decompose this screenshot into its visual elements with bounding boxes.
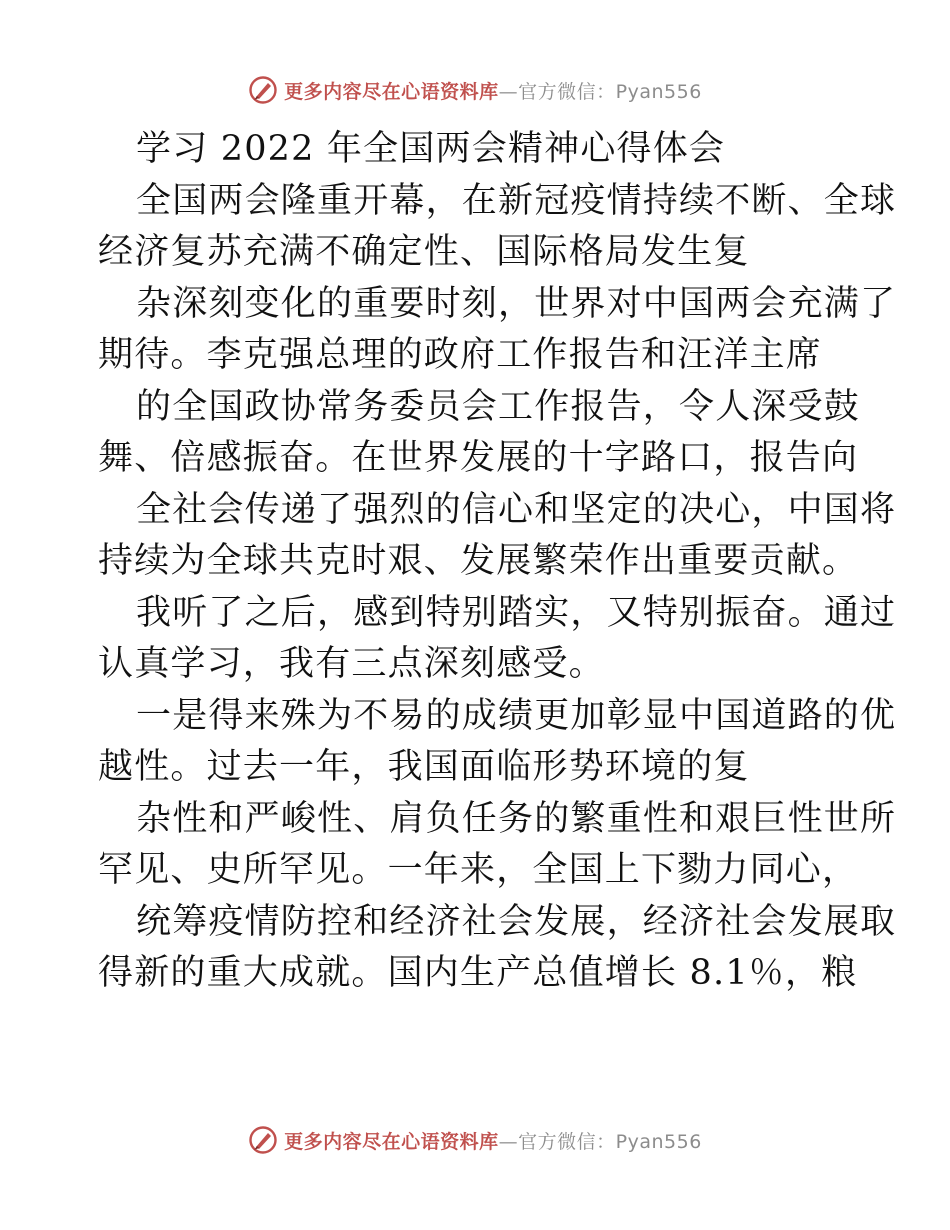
header-watermark-separator: —	[498, 80, 519, 103]
paragraph-line: 认真学习，我有三点深刻感受。	[98, 644, 605, 684]
paragraph-line: 全社会传递了强烈的信心和坚定的决心，中国将	[136, 489, 897, 530]
header-watermark-secondary: 官方微信：Pyan556	[518, 80, 702, 103]
footer-watermark-separator: —	[498, 1130, 519, 1153]
document-body	[98, 124, 898, 1000]
quill-pen-logo-icon	[248, 1125, 278, 1155]
paragraph-line: 舞、倍感振奋。在世界发展的十字路口，报告向	[98, 438, 859, 478]
paragraph-line: 全国两会隆重开幕，在新冠疫情持续不断、全球	[136, 180, 897, 221]
header-watermark-primary: 更多内容尽在心语资料库	[284, 80, 499, 103]
paragraph-line: 我听了之后，感到特别踏实，又特别振奋。通过	[136, 592, 897, 633]
header-watermark-text	[284, 77, 702, 104]
footer-watermark-banner	[0, 1120, 950, 1160]
paragraph-line: 期待。李克强总理的政府工作报告和汪洋主席	[98, 335, 823, 375]
footer-watermark-secondary: 官方微信：Pyan556	[518, 1130, 702, 1153]
paragraph-line: 的全国政协常务委员会工作报告，令人深受鼓	[136, 386, 861, 427]
quill-pen-logo-icon	[248, 75, 278, 105]
document-title-line: 学习 2022 年全国两会精神心得体会	[136, 129, 726, 169]
paragraph-line: 一是得来殊为不易的成绩更加彰显中国道路的优	[136, 695, 897, 736]
paragraph-line: 得新的重大成就。国内生产总值增长 8.1％，粮	[98, 953, 858, 993]
paragraph-line: 越性。过去一年，我国面临形势环境的复	[98, 747, 750, 787]
header-watermark-banner	[0, 70, 950, 110]
footer-watermark-primary: 更多内容尽在心语资料库	[284, 1130, 499, 1153]
paragraph-line: 经济复苏充满不确定性、国际格局发生复	[98, 232, 750, 272]
paragraph-line: 杂性和严峻性、肩负任务的繁重性和艰巨性世所	[136, 798, 897, 839]
paragraph-line: 罕见、史所罕见。一年来，全国上下勠力同心，	[98, 850, 859, 890]
paragraph-line: 统筹疫情防控和经济社会发展，经济社会发展取	[136, 901, 897, 942]
paragraph-line: 杂深刻变化的重要时刻，世界对中国两会充满了	[136, 283, 897, 324]
paragraph-line: 持续为全球共克时艰、发展繁荣作出重要贡献。	[98, 541, 859, 581]
footer-watermark-text	[284, 1127, 702, 1154]
